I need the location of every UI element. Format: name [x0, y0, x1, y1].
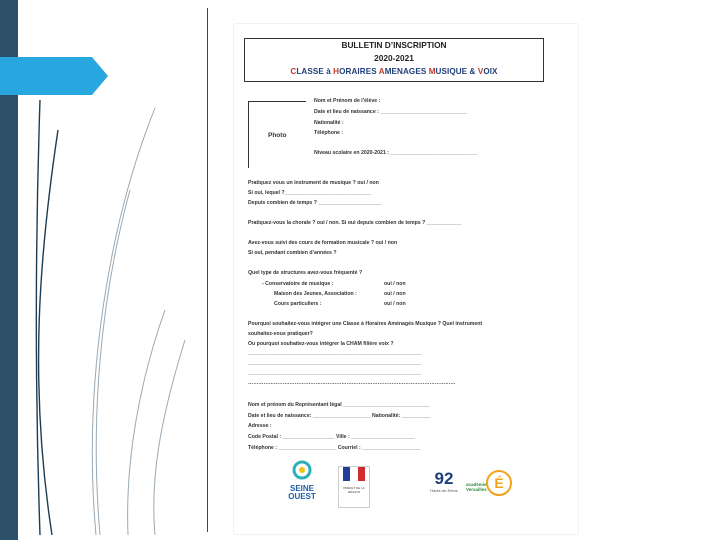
form-title-box [244, 38, 544, 82]
question-instrument-since: Depuis combien de temps ? ______________________ [248, 200, 382, 206]
seine-ouest-top-text: SEINE [289, 484, 314, 493]
form-subtitle-part: OIX [483, 67, 498, 76]
question-music-training: Avez-vous suivi des cours de formation musicale ? oui / non [248, 240, 398, 246]
academie-versailles-logo [466, 470, 516, 506]
photo-label: Photo [268, 132, 287, 139]
seine-ouest-logo [284, 460, 320, 508]
answer-line-3: ____________________________________________________________ [248, 370, 422, 376]
inscription-form-page [234, 24, 578, 534]
student-nationality-field: Nationalité : [314, 120, 344, 126]
form-subtitle-part: ORAIRES [339, 67, 379, 76]
seine-ouest-bottom-text: OUEST [288, 492, 316, 501]
structure-private: Cours particuliers : [274, 301, 322, 307]
guardian-phone-field: Téléphone : ____________________ Courriel : ____________________ [248, 445, 420, 451]
dept-name: Hauts-de-Seine [430, 488, 458, 493]
answer-line-2: ____________________________________________________________ [248, 360, 422, 366]
answer-line-1: ____________________________________________________________ [248, 350, 422, 356]
question-structures: Quel type de structures avez-vous fréquenté ? [248, 270, 363, 276]
structure-conservatoire: - Conservatoire de musique : [262, 281, 334, 287]
question-choir: Pratiquez-vous la chorale ? oui / non. Si oui depuis combien de temps ? ____________ [248, 220, 462, 226]
form-subtitle-part: à [326, 67, 334, 76]
form-year: 2020-2021 [374, 53, 414, 63]
guardian-address-field: Adresse : [248, 423, 272, 429]
french-flag-icon [343, 467, 365, 481]
structure-mjc-choice: oui / non [384, 291, 406, 297]
dept-number: 92 [434, 469, 454, 488]
student-phone-field: Téléphone : [314, 130, 344, 136]
question-why-voice: Ou pourquoi souhaitez-vous intégrer la CHAM filière voix ? [248, 341, 394, 347]
student-birth-field: Date et lieu de naissance : ______________________________ [314, 109, 467, 115]
question-instrument: Pratiquez vous un instrument de musique ? oui / non [248, 180, 379, 186]
prefecture-logo [338, 466, 370, 508]
structure-mjc: Maison des Jeunes, Association : [274, 291, 357, 297]
hauts-de-seine-logo [426, 470, 462, 504]
question-which-instrument: souhaitez-vous pratiquer? [248, 331, 313, 337]
document-edge-line [207, 8, 208, 532]
form-subtitle-part: V [477, 67, 484, 76]
form-subtitle-part: M [428, 67, 436, 76]
prefecture-text: PRÉFET DE LA RÉGION [343, 486, 365, 494]
form-subtitle-part: H [333, 67, 340, 76]
student-name-field: Nom et Prénom de l’élève : [314, 98, 381, 104]
decorative-lines [0, 0, 230, 540]
form-subtitle-part: LASSE [296, 67, 327, 76]
guardian-postal-field: Code Postal : __________________ Ville : ______________________ [248, 434, 415, 440]
seine-ouest-emblem-icon [291, 460, 313, 480]
question-instrument-which: Si oui, lequel ?______________________________ [248, 190, 372, 196]
structure-conservatoire-choice: oui / non [384, 281, 406, 287]
form-subtitle-part: C [290, 67, 297, 76]
form-subtitle [245, 65, 543, 78]
guardian-name-field: Nom et prénom du Représentant légal ______________________________ [248, 402, 430, 408]
form-subtitle-part: A [378, 67, 385, 76]
form-subtitle-part: USIQUE & [435, 67, 478, 76]
question-why-cham: Pourquoi souhaitez-vous intégrer une Classe à Horaires Aménagés Musique ? Quel instrument [248, 321, 483, 327]
form-title: BULLETIN D’INSCRIPTION [341, 40, 447, 50]
question-music-training-years: Si oui, pendant combien d’années ? [248, 250, 337, 256]
structure-private-choice: oui / non [384, 301, 406, 307]
guardian-birth-field: Date et lieu de naissance: ____________________ Nationalité: __________ [248, 413, 431, 419]
academie-letter-icon: É [486, 470, 512, 496]
academie-text: académie Versailles [466, 482, 487, 492]
answer-line-4: ………………………………………………………………………………………………………… [248, 380, 456, 386]
form-subtitle-part: MENAGES [384, 67, 429, 76]
student-level-field: Niveau scolaire en 2020-2021 : ______________________________ [314, 150, 477, 156]
